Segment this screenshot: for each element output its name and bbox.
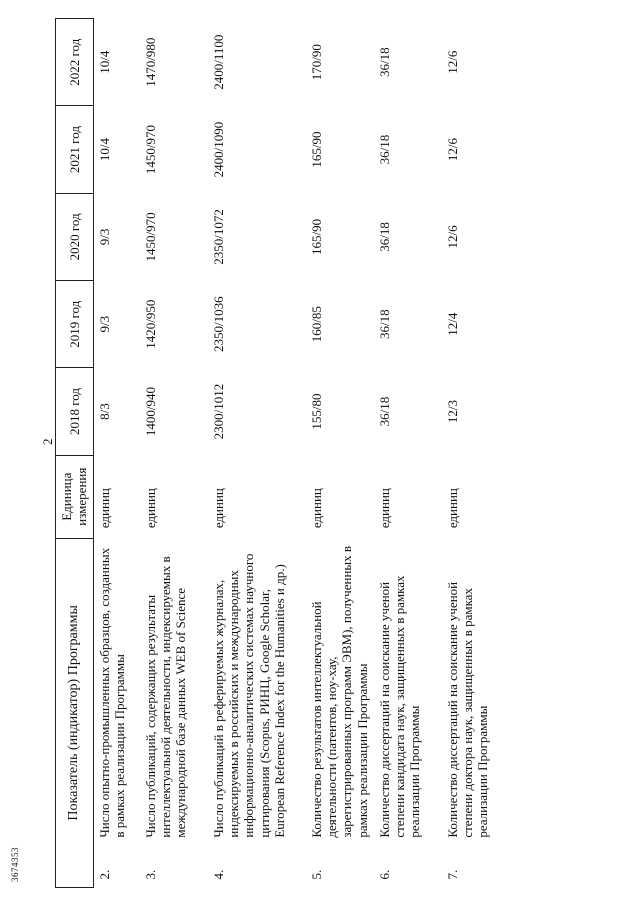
indicators-table xyxy=(55,18,518,888)
value-cell: 1450/970 xyxy=(142,212,158,262)
value-cell: 12/3 xyxy=(444,399,460,424)
value-cell: 12/6 xyxy=(444,225,460,249)
value-cell: 10/4 xyxy=(96,138,112,162)
header-year-2022: 2022 год xyxy=(56,19,94,106)
page-number: 2 xyxy=(40,438,55,445)
value-cell: 36/18 xyxy=(376,222,392,252)
value-cell: 160/85 xyxy=(308,306,324,343)
table-row xyxy=(140,19,208,888)
table-row xyxy=(374,19,442,888)
row-number: 6. xyxy=(376,869,392,880)
value-cell: 2400/1090 xyxy=(210,121,226,178)
row-number: 7. xyxy=(444,869,460,880)
row-number: 3. xyxy=(142,869,158,880)
indicator-text: Количество диссертаций на соискание ученой степени доктора наук, защищенных в рамках реализации Программы xyxy=(444,581,491,838)
unit-cell: единиц xyxy=(142,488,158,529)
value-cell: 2300/1012 xyxy=(210,383,226,440)
value-cell: 2350/1036 xyxy=(210,296,226,353)
unit-cell: единиц xyxy=(444,488,460,529)
value-cell: 36/18 xyxy=(376,47,392,78)
indicator-text: Число публикаций, содержащих результаты интеллектуальной деятельности, индексируемых в международной базе данных WEB of Science xyxy=(142,556,189,838)
row-number: 2. xyxy=(96,869,112,880)
value-cell: 165/90 xyxy=(308,131,324,168)
value-cell: 2400/1100 xyxy=(210,34,226,90)
value-cell: 8/3 xyxy=(96,403,112,420)
document-code: 3674353 xyxy=(10,847,20,882)
value-cell: 170/90 xyxy=(308,44,324,81)
header-year-2019: 2019 год xyxy=(56,281,94,368)
table-row xyxy=(442,19,518,888)
value-cell: 9/3 xyxy=(96,315,112,333)
indicator-text: Число опытно-промышленных образцов, созданных в рамках реализации Программы xyxy=(96,547,127,838)
value-cell: 12/6 xyxy=(444,50,460,74)
table-row xyxy=(93,19,140,888)
value-cell: 2350/1072 xyxy=(210,209,226,265)
value-cell: 1400/940 xyxy=(142,386,158,437)
value-cell: 36/18 xyxy=(376,396,392,427)
table-row xyxy=(306,19,374,888)
value-cell: 12/6 xyxy=(444,138,460,162)
header-year-2018: 2018 год xyxy=(56,368,94,455)
value-cell: 1450/970 xyxy=(142,125,158,175)
value-cell: 9/3 xyxy=(96,228,112,246)
unit-cell: единиц xyxy=(210,488,226,529)
row-number: 4. xyxy=(210,869,226,880)
value-cell: 36/18 xyxy=(376,309,392,340)
value-cell: 1420/950 xyxy=(142,299,158,349)
indicator-text: Число публикаций в реферируемых журналах, индексируемых в российских и международных информационно-аналитических системах научного цитирования (Scopus, РИНЦ, Google Scholar, European Reference Index for the Humanities и др.) xyxy=(210,553,287,838)
unit-cell: единиц xyxy=(308,488,324,529)
row-number: 5. xyxy=(308,869,324,880)
header-unit: Единица измерения xyxy=(56,455,94,538)
unit-cell: единиц xyxy=(96,488,112,529)
header-row xyxy=(56,19,94,888)
table-row xyxy=(208,19,306,888)
header-year-2021: 2021 год xyxy=(56,106,94,193)
header-year-2020: 2020 год xyxy=(56,193,94,280)
unit-cell: единиц xyxy=(376,488,392,529)
rotated-page-content xyxy=(55,18,620,888)
value-cell: 12/4 xyxy=(444,312,460,336)
value-cell: 155/80 xyxy=(308,393,324,430)
table-header xyxy=(56,19,94,888)
indicator-text: Количество диссертаций на соискание ученой степени кандидата наук, защищенных в рамках реализации Программы xyxy=(376,575,423,838)
value-cell: 10/4 xyxy=(96,50,112,74)
value-cell: 1470/980 xyxy=(142,37,158,87)
indicator-text: Количество результатов интеллектуальной деятельности (патентов, ноу-хау, зарегистрированных программ ЭВМ), полученных в рамках реализации Программы xyxy=(308,545,370,838)
header-indicator: Показатель (индикатор) Программы xyxy=(56,538,94,887)
value-cell: 36/18 xyxy=(376,134,392,165)
value-cell: 165/90 xyxy=(308,218,324,255)
table-body xyxy=(93,19,518,888)
